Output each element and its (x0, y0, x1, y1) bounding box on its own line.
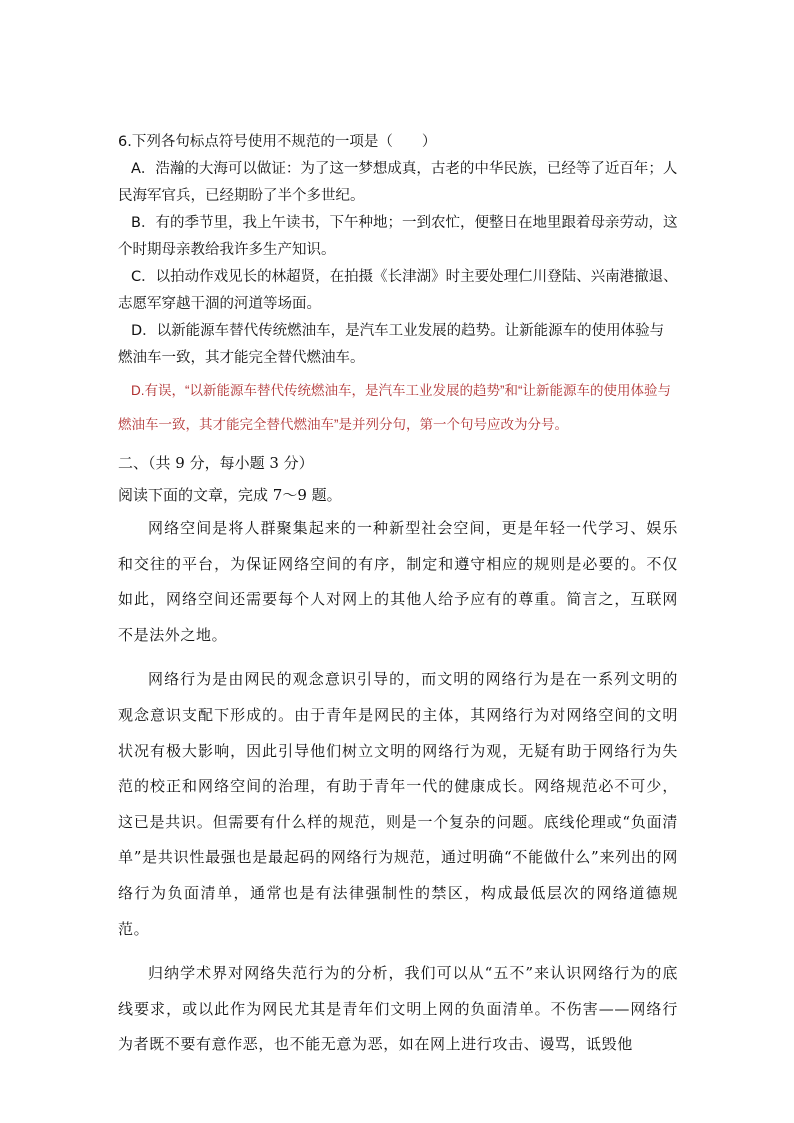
option-b: B．有的季节里，我上午读书，下午种地；一到农忙，便整日在地里跟着母亲劳动，这个时期母亲教给我许多生产知识。 (118, 215, 678, 258)
answer-explanation: D.有误，“以新能源车替代传统燃油车，是汽车工业发展的趋势”和“让新能源车的使用体验与燃油车一致，其才能完全替代燃油车”是并列分句，第一个句号应改为分号。 (118, 383, 671, 432)
question-6 (118, 129, 678, 372)
option-a: A．浩瀚的大海可以做证：为了这一梦想成真，古老的中华民族，已经等了近百年；人民海军官兵，已经期盼了半个多世纪。 (118, 161, 678, 204)
section-heading: 二、（共 9 分，每小题 3 分） (118, 454, 314, 472)
option-c: C．以拍动作戏见长的林超贤，在拍摄《长津湖》时主要处理仁川登陆、兴南港撤退、志愿军穿越干涸的河道等场面。 (118, 269, 678, 312)
article-body (118, 511, 678, 1063)
article-paragraph: 网络行为是由网民的观念意识引导的，而文明的网络行为是在一系列文明的观念意识支配下形成的。由于青年是网民的主体，其网络行为对网络空间的文明状况有极大影响，因此引导他们树立文明的网络行为观，无疑有助于网络行为失范的校正和网络空间的治理，有助于青年一代的健康成长。网络规范必不可少，这已是共识。但需要有什么样的规范，则是一个复杂的问题。底线伦理或“负面清单”是共识性最强也是最起码的网络行为规范，通过明确“不能做什么”来列出的网络行为负面清单，通常也是有法律强制性的禁区，构成最低层次的网络道德规范。 (118, 670, 678, 938)
article-paragraph: 网络空间是将人群聚集起来的一种新型社会空间，更是年轻一代学习、娱乐和交往的平台，为保证网络空间的有序，制定和遵守相应的规则是必要的。不仅如此，网络空间还需要每个人对网上的其他人给予应有的尊重。简言之，互联网不是法外之地。 (118, 519, 678, 644)
article-paragraph: 归纳学术界对网络失范行为的分析，我们可以从“五不”来认识网络行为的底线要求，或以此作为网民尤其是青年们文明上网的负面清单。不伤害——网络行为者既不要有意作恶，也不能无意为恶，如在网上进行攻击、谩骂，诋毁他 (118, 964, 678, 1054)
question-stem: 6.下列各句标点符号使用不规范的一项是（ ） (118, 134, 437, 150)
section-instruction: 阅读下面的文章，完成 7～9 题。 (118, 486, 342, 504)
option-d: D．以新能源车替代传统燃油车，是汽车工业发展的趋势。让新能源车的使用体验与燃油车一致，其才能完全替代燃油车。 (118, 323, 665, 366)
